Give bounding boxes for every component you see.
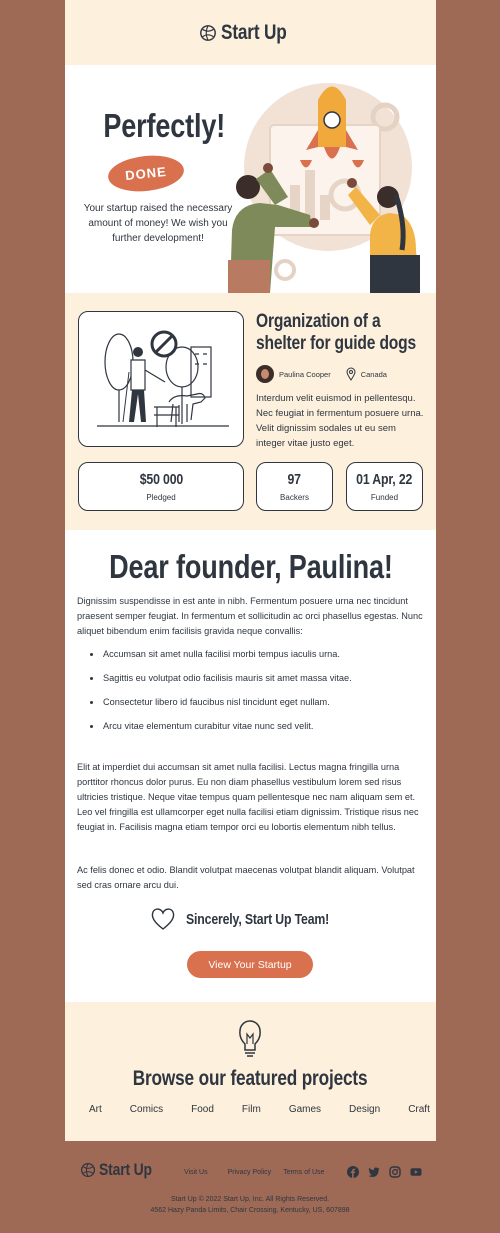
instagram-icon[interactable] [389,1166,401,1178]
celebration-illustration [220,75,436,293]
twitter-icon[interactable] [368,1166,380,1178]
list-item: Consectetur libero id faucibus nisl tincidunt eget nullam. [90,695,420,719]
globe-icon [80,1162,96,1178]
project-title[interactable]: Organization of a shelter for guide dogs [256,311,417,354]
project-description: Interdum velit euismod in pellentesqu. Nec feugiat in fermentum posuere urna. Velit dignissim sodales ut eu sem integer vitae justo eget. [256,393,424,449]
letter-paragraph: Ac felis donec et odio. Blandit volutpat maecenas volutpat blandit aliquam. Volutpat sed cras ornare arcu dui. [77,865,415,890]
location-label: Canada [360,369,387,379]
email-container [65,0,436,1141]
category-design[interactable]: Design [349,1104,381,1115]
facebook-icon[interactable] [347,1166,359,1178]
lightbulb-icon [237,1020,263,1060]
project-meta [256,363,387,385]
featured-title: Browse our featured projects [133,1067,368,1090]
signoff-text: Sincerely, Start Up Team! [186,910,330,928]
heart-icon [150,906,176,932]
brand-name: Start Up [221,20,288,44]
category-craft[interactable]: Craft [408,1104,430,1115]
stat-backers [256,462,333,511]
footer-logo[interactable] [80,1160,164,1180]
terms-of-use-link[interactable]: Terms of Use [283,1169,325,1176]
done-badge: DONE [106,152,185,195]
category-art[interactable]: Art [89,1104,102,1115]
hero-message: Your startup raised the necessary amount of money! We wish you further development! [83,203,233,244]
youtube-icon[interactable] [410,1166,422,1178]
hero-title: Perfectly! [103,107,226,144]
letter-paragraph: Elit at imperdiet dui accumsan sit amet nulla facilisi. Lectus magna fringilla urna porttitor rhoncus dolor purus. Eu non diam phasellus vestibulum lorem sed risus ultricies tristique. Neque vitae tempus quam pellentesque nec nam aliquam sem et. Leo vel fringilla est ullamcorper eget nulla facilisi etiam dignissim. Tristique risus nec feugiat in. Facilisis magna etiam tempor orci eu lobortis elementum nibh tellus. [77,762,419,832]
category-games[interactable]: Games [288,1104,322,1115]
social-links [347,1166,422,1178]
list-item: Accumsan sit amet nulla facilisi morbi tempus iaculis urna. [90,647,420,671]
location-pin-icon [346,367,356,381]
stat-pledged [78,462,244,511]
hero-section [65,65,436,293]
bullet-list [90,647,420,743]
footer-links [184,1169,324,1176]
visit-us-link[interactable]: Visit Us [184,1169,208,1176]
letter-section [65,530,436,1002]
category-comics[interactable]: Comics [129,1104,164,1115]
privacy-policy-link[interactable]: Privacy Policy [227,1169,272,1176]
stat-label: Funded [370,493,399,502]
list-item: Arcu vitae elementum curabitur vitae nunc sed velit. [90,719,420,743]
stat-funded [346,462,423,511]
project-image [78,311,244,447]
email-header [65,0,436,65]
guide-dog-illustration [79,312,244,447]
footer-brand: Start Up [99,1160,152,1179]
copyright-text: Start Up © 2022 Start Up, Inc. All Rights Reserved. [170,1196,330,1203]
brand-logo[interactable] [199,21,301,45]
category-food[interactable]: Food [191,1104,214,1115]
letter-paragraph: Dignissim suspendisse in est ante in nibh. Fermentum posuere urna nec tincidunt praesent semper feugiat. In fermentum et sollicitudin ac orci phasellus egestas. Nunc aliquet bibendum enim facilisis gravida neque convallis: [77,596,423,636]
list-item: Sagittis eu volutpat odio facilisis mauris sit amet massa vitae. [90,671,420,695]
stat-value: 97 [287,471,302,488]
stat-value: 01 Apr, 22 [356,471,413,488]
footer-legal [0,1194,500,1216]
author-name: Paulina Cooper [279,369,331,379]
stat-label: Pledged [146,493,176,502]
globe-icon [199,24,217,42]
view-startup-button[interactable]: View Your Startup [187,951,313,978]
greeting-title: Dear founder, Paulina! [108,548,393,585]
category-film[interactable]: Film [241,1104,261,1115]
category-list [75,1102,430,1117]
stat-label: Backers [280,493,309,502]
stat-value: $50 000 [139,471,183,488]
signoff [150,906,361,932]
address-text: 4562 Hazy Panda Limits, Chair Crossing, Kentucky, US, 607898 [150,1207,350,1214]
avatar [256,365,274,383]
